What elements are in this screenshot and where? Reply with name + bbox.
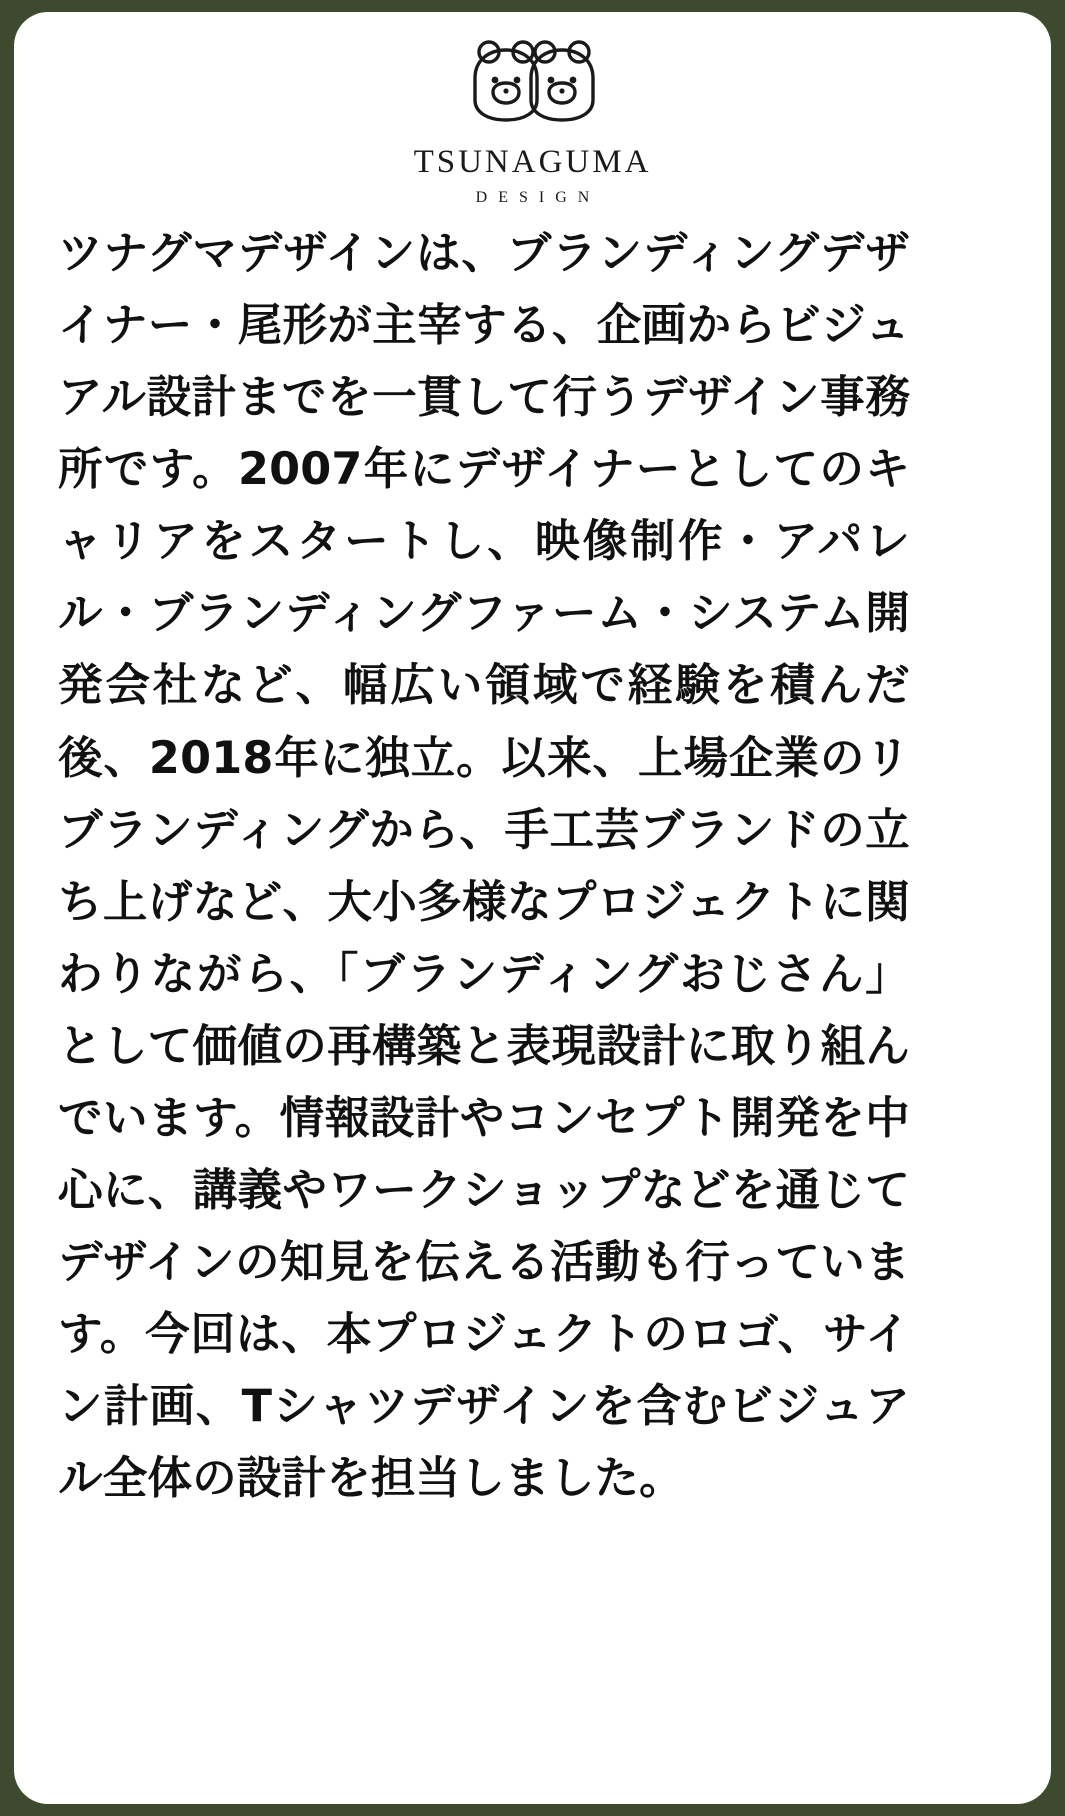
two-bears-logo-icon xyxy=(453,38,613,130)
logo-block xyxy=(14,38,1051,206)
body-paragraph: ツナグマデザインは、ブランディングデザイナー・尾形が主宰する、企画からビジュアル設計までを一貫して行うデザイン事務所です。2007年にデザイナーとしてのキャリアをスタートし、映像制作・アパレル・ブランディングファーム・システム開発会社など、幅広い領域で経験を積んだ後、2018年に独立。以来、上場企業のリブランディングから、手工芸ブランドの立ち上げなど、大小多様なプロジェクトに関わりながら、「ブランディングおじさん」として価値の再構築と表現設計に取り組んでいます。情報設計やコンセプト開発を中心に、講義やワークショップなどを通じてデザインの知見を伝える活動も行っています。今回は、本プロジェクトのロゴ、サイン計画、Tシャツデザインを含むビジュアル全体の設計を担当しました。 xyxy=(58,228,910,1505)
logo-wordmark: TSUNAGUMA xyxy=(413,144,652,180)
logo-subtitle: DESIGN xyxy=(475,189,601,206)
content-card xyxy=(14,12,1051,1804)
